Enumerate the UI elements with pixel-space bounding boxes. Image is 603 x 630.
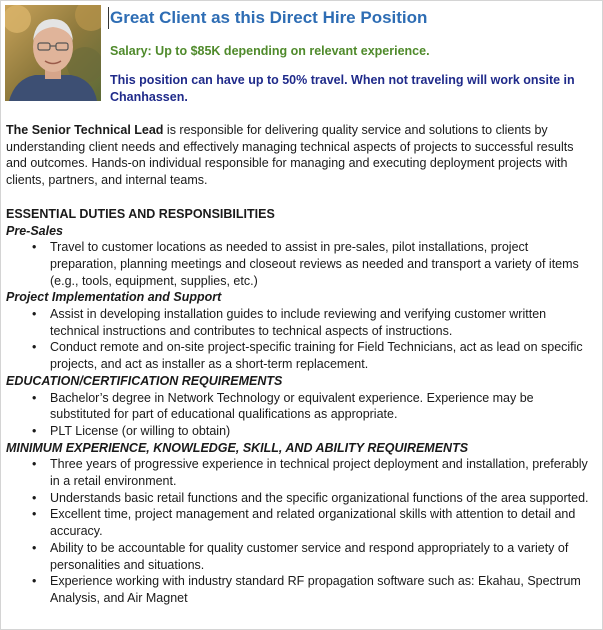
salary-line: Salary: Up to $85K depending on relevant experience. bbox=[110, 44, 430, 58]
list-item: • Assist in developing installation guides to include reviewing and verifying customer written technical instructions and contributes to technical aspects of instructions. bbox=[32, 307, 547, 338]
implementation-heading: Project Implementation and Support bbox=[6, 290, 222, 305]
experience-list bbox=[6, 456, 594, 606]
bullet-icon: • bbox=[32, 457, 37, 472]
page-title: Great Client as this Direct Hire Position bbox=[110, 8, 428, 27]
bullet-icon: • bbox=[32, 540, 37, 555]
bullet-icon: • bbox=[32, 423, 37, 438]
education-list bbox=[6, 390, 594, 440]
list-item: • Understands basic retail functions and the specific organizational functions of the area supported. bbox=[32, 490, 589, 505]
list-item: • Excellent time, project management and related organizational skills with attention to detail and accuracy. bbox=[32, 507, 576, 539]
list-item: • Travel to customer locations as needed to assist in pre-sales, pilot installations, project preparation, planning meetings and closeout reviews as needed and transport a variety of items (e.g., tools, equipment, supplies, etc.) bbox=[32, 240, 579, 288]
bullet-icon: • bbox=[32, 240, 37, 255]
list-item: • Three years of progressive experience in technical project deployment and installation, preferably in a retail environment. bbox=[32, 457, 588, 489]
role-name: The Senior Technical Lead bbox=[6, 123, 164, 137]
education-heading: EDUCATION/CERTIFICATION REQUIREMENTS bbox=[6, 373, 283, 388]
duties-heading: ESSENTIAL DUTIES AND RESPONSIBILITIES bbox=[6, 206, 275, 221]
travel-note: This position can have up to 50% travel. When not traveling will work onsite in Chanhassen. bbox=[110, 73, 575, 104]
list-item: • PLT License (or willing to obtain) bbox=[32, 423, 231, 438]
list-item: • Ability to be accountable for quality customer service and respond appropriately to a variety of personalities and situations. bbox=[32, 540, 569, 572]
list-item: • Experience working with industry standard RF propagation software such as: Ekahau, Spectrum Analysis, and Air Magnet bbox=[32, 574, 581, 605]
person-portrait-icon bbox=[5, 5, 101, 101]
list-item: • Bachelor’s degree in Network Technology or equivalent experience. Experience may be substituted for part of educational qualifications as appropriate. bbox=[32, 390, 534, 422]
presales-list bbox=[6, 239, 594, 289]
job-description bbox=[6, 122, 594, 607]
profile-photo bbox=[5, 5, 101, 101]
bullet-icon: • bbox=[32, 390, 37, 405]
bullet-icon: • bbox=[32, 340, 37, 355]
presales-heading: Pre-Sales bbox=[6, 223, 63, 238]
implementation-list bbox=[6, 306, 594, 373]
bullet-icon: • bbox=[32, 574, 37, 589]
bullet-icon: • bbox=[32, 507, 37, 522]
text-cursor bbox=[108, 7, 109, 29]
bullet-icon: • bbox=[32, 490, 37, 505]
intro-text: is responsible for delivering quality service and solutions to clients by understanding client needs and effectively managing technical aspects of projects to successful results and outcomes. Hands-on individual responsible for managing and executing deployment projects with clients, partners, and internal teams. bbox=[6, 123, 574, 188]
list-item: • Conduct remote and on-site project-specific training for Field Technicians, act as lead on specific projects, and act as installer as a short-term replacement. bbox=[32, 340, 583, 372]
intro-paragraph bbox=[6, 122, 594, 189]
experience-heading: MINIMUM EXPERIENCE, KNOWLEDGE, SKILL, AND ABILITY REQUIREMENTS bbox=[6, 440, 469, 455]
bullet-icon: • bbox=[32, 307, 37, 322]
